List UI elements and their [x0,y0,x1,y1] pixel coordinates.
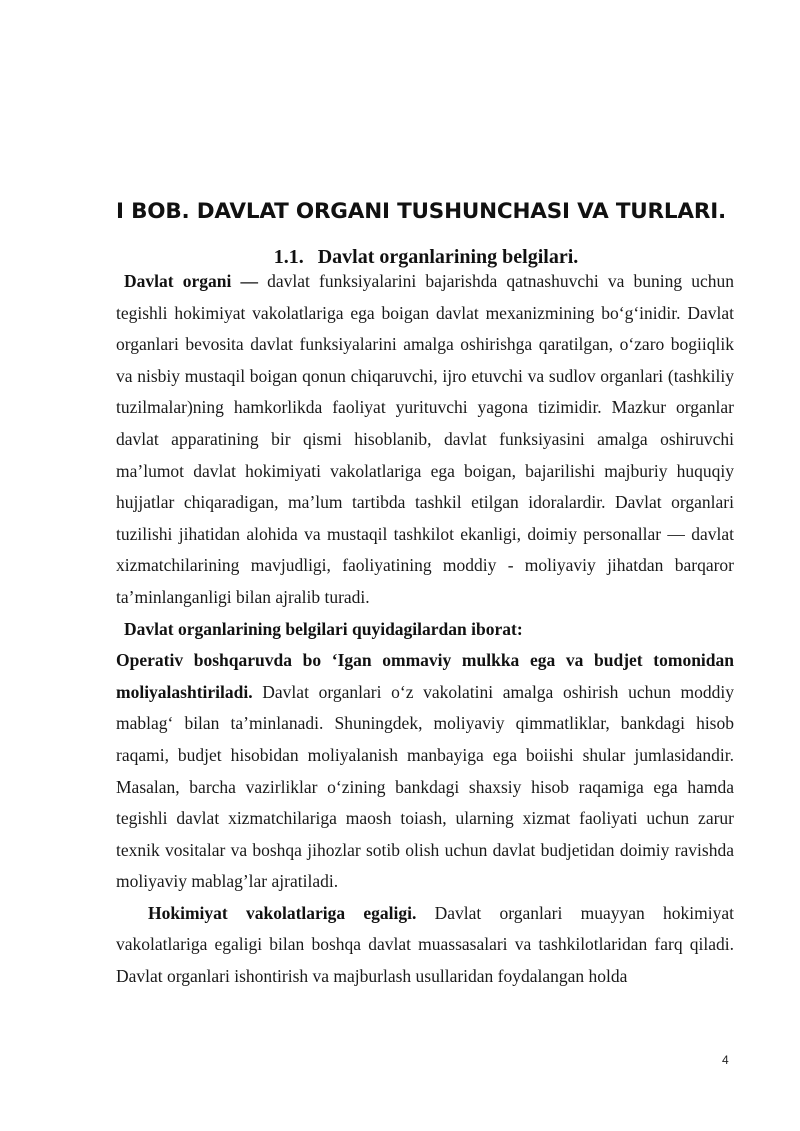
section-title: Davlat organlarining belgilari. [317,246,579,268]
section-number: 1.1. [273,246,304,268]
paragraph-definition [116,266,734,614]
page-number: 4 [722,1053,729,1067]
paragraph-feature-property [116,645,734,898]
features-heading: Davlat organlarining belgilari quyidagilardan iborat: [124,618,523,639]
term-property: Operativ boshqaruvda bo ‘Igan ommaviy mulkka ega va budjet tomonidan moliyalashtiriladi. [116,650,734,702]
term-davlat-organi: Davlat organi — [124,271,258,291]
paragraph-feature-authority [116,898,734,993]
chapter-title: I BOB. DAVLAT ORGANI TUSHUNCHASI VA TURLARI. [116,199,726,224]
paragraph-text: davlat funksiyalarini bajarishda qatnashuvchi va buning uchun tegishli hokimiyat vakolatlariga ega boigan davlat mexanizmining bo‘g‘inidir. Davlat organlari bevosita davlat funksiyalarini amalga oshirishga qaratilgan, o‘zaro bogiiqlik va nisbiy mustaqil boigan qonun chiqaruvchi, ijro etuvchi va sudlov organlari (tashkiliy tuzilmalar)ning hamkorlikda faoliyat yurituvchi yagona tizimidir. Mazkur organlar davlat apparatining bir qismi hisoblanib, davlat funksiyasini amalga oshiruvchi ma’lumot davlat hokimiyati vakolatlariga ega boigan, bajarilishi majburiy huquqiy hujjatlar chiqaradigan, ma’lum tartibda tashkil etilgan idoralardir. Davlat organlari tuzilishi jihatidan alohida va mustaqil tashkilot ekanligi, doimiy personallar — davlat xizmatchilarining mavjudligi, faoliyatining moddiy - moliyaviy jihatdan barqaror ta’minlanganligi bilan ajralib turadi. [116,271,734,607]
paragraph-heading [116,614,734,646]
paragraph-text: Davlat organlari o‘z vakolatini amalga oshirish uchun moddiy mablag‘ bilan ta’minlanadi. Shuningdek, moliyaviy qimmatliklar, bankdagi hisob raqami, budjet hisobidan moliyalanish manbayiga ega boiishi shular jumlasidandir. Masalan, barcha vazirliklar o‘zining bankdagi shaxsiy hisob raqamiga ega hamda tegishli davlat xizmatchilariga maosh toiash, ularning xizmat faoliyati uchun zarur texnik vositalar va boshqa jihozlar sotib olish uchun davlat budjetidan doimiy ravishda moliyaviy mablag’lar ajratiladi. [116,681,734,892]
body-text [116,266,734,993]
paragraph-text: Davlat organlari muayyan hokimiyat vakolatlariga egaligi bilan boshqa davlat muassasalari va tashkilotlaridan farq qiladi. Davlat organlari ishontirish va majburlash usullaridan foydalangan holda [116,902,734,987]
term-authority: Hokimiyat vakolatlariga egaligi. [148,902,417,923]
